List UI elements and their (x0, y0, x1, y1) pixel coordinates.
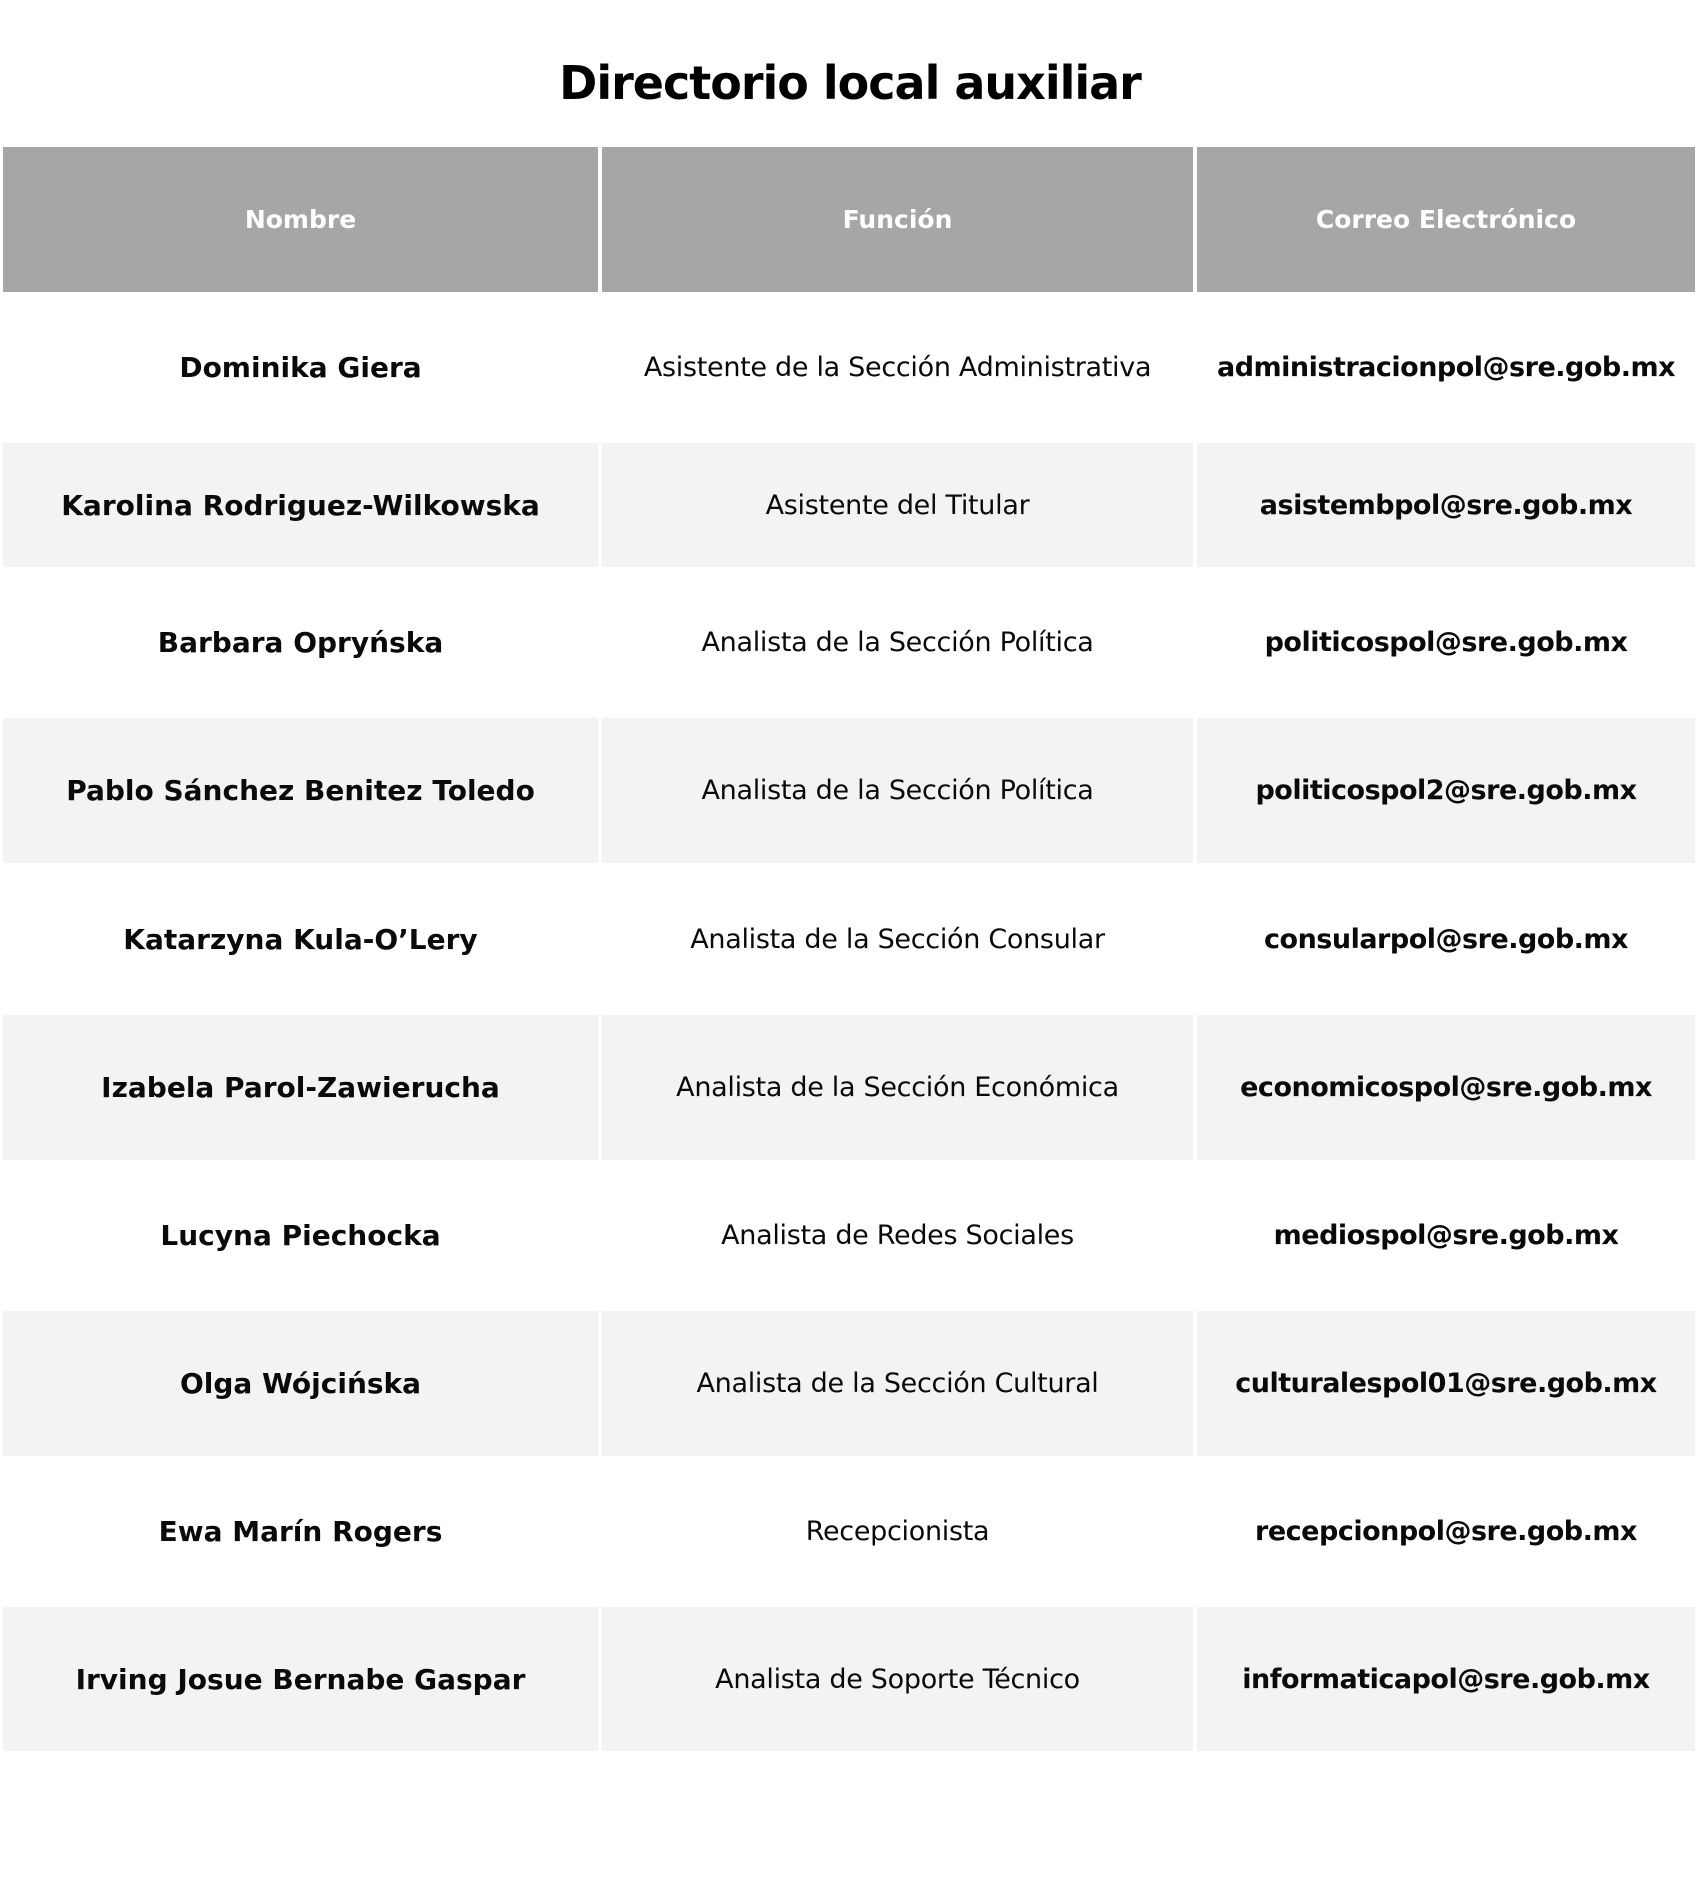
cell-email[interactable]: culturalespol01@sre.gob.mx (1197, 1311, 1695, 1456)
cell-email[interactable]: economicospol@sre.gob.mx (1197, 1015, 1695, 1160)
table-row (3, 718, 1695, 863)
cell-role: Analista de la Sección Política (602, 567, 1197, 718)
page-title: Directorio local auxiliar (559, 56, 1141, 110)
table-row (3, 863, 1695, 1015)
table-body (3, 292, 1695, 1751)
cell-name: Dominika Giera (3, 292, 602, 443)
table-row (3, 567, 1695, 718)
table-row (3, 1456, 1695, 1607)
table-row (3, 1015, 1695, 1160)
cell-name: Izabela Parol-Zawierucha (3, 1015, 602, 1160)
table-row (3, 1160, 1695, 1311)
cell-role: Analista de la Sección Cultural (602, 1311, 1197, 1456)
cell-name: Barbara Opryńska (3, 567, 602, 718)
table-row (3, 1311, 1695, 1456)
table-row (3, 1607, 1695, 1751)
cell-email[interactable]: politicospol@sre.gob.mx (1197, 567, 1695, 718)
cell-role: Analista de la Sección Consular (602, 863, 1197, 1015)
cell-email[interactable]: administracionpol@sre.gob.mx (1197, 292, 1695, 443)
cell-name: Irving Josue Bernabe Gaspar (3, 1607, 602, 1751)
cell-role: Analista de la Sección Económica (602, 1015, 1197, 1160)
cell-name: Ewa Marín Rogers (3, 1456, 602, 1607)
column-header-correo: Correo Electrónico (1197, 147, 1695, 292)
cell-name: Lucyna Piechocka (3, 1160, 602, 1311)
cell-role: Recepcionista (602, 1456, 1197, 1607)
cell-role: Asistente de la Sección Administrativa (602, 292, 1197, 443)
table-row (3, 443, 1695, 567)
directory-table (3, 147, 1695, 1751)
table-header (3, 147, 1695, 292)
column-header-nombre: Nombre (3, 147, 602, 292)
cell-email[interactable]: politicospol2@sre.gob.mx (1197, 718, 1695, 863)
table-row (3, 292, 1695, 443)
cell-email[interactable]: mediospol@sre.gob.mx (1197, 1160, 1695, 1311)
cell-email[interactable]: recepcionpol@sre.gob.mx (1197, 1456, 1695, 1607)
cell-name: Katarzyna Kula-O’Lery (3, 863, 602, 1015)
cell-role: Analista de Redes Sociales (602, 1160, 1197, 1311)
cell-name: Olga Wójcińska (3, 1311, 602, 1456)
cell-role: Analista de Soporte Técnico (602, 1607, 1197, 1751)
cell-name: Karolina Rodriguez-Wilkowska (3, 443, 602, 567)
cell-email[interactable]: asistembpol@sre.gob.mx (1197, 443, 1695, 567)
column-header-funcion: Función (602, 147, 1197, 292)
cell-role: Analista de la Sección Política (602, 718, 1197, 863)
cell-name: Pablo Sánchez Benitez Toledo (3, 718, 602, 863)
header-row (3, 147, 1695, 292)
cell-role: Asistente del Titular (602, 443, 1197, 567)
cell-email[interactable]: informaticapol@sre.gob.mx (1197, 1607, 1695, 1751)
cell-email[interactable]: consularpol@sre.gob.mx (1197, 863, 1695, 1015)
